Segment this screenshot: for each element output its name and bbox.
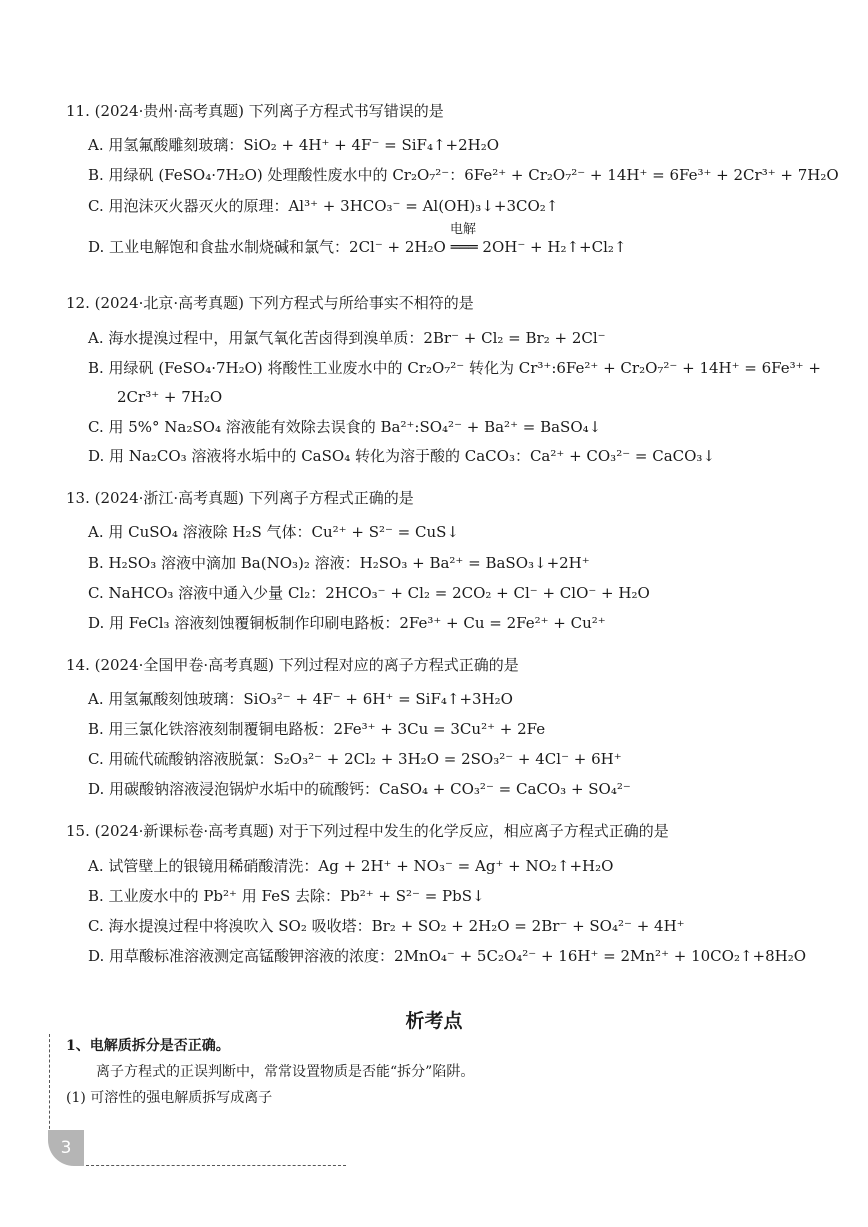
question-12-option-b: B. 用绿矾 (FeSO₄·7H₂O) 将酸性工业废水中的 Cr₂O₇²⁻ 转化为 Cr³⁺:6Fe²⁺ + Cr₂O₇²⁻ + 14H⁺ = 6Fe³⁺ + xyxy=(88,359,821,377)
question-12-stem: 12. (2024·北京·高考真题) 下列方程式与所给事实不相符的是 xyxy=(66,294,474,312)
question-14-stem: 14. (2024·全国甲卷·高考真题) 下列过程对应的离子方程式正确的是 xyxy=(66,656,519,674)
key-point-paragraph: 离子方程式的正误判断中，常常设置物质是否能“拆分”陷阱。 xyxy=(96,1064,475,1080)
key-point-sub-item: (1) 可溶性的强电解质拆写成离子 xyxy=(66,1090,273,1106)
question-11-option-d: D. 工业电解饱和食盐水制烧碱和氯气：2Cl⁻ + 2H₂O ═══ 2OH⁻ + H₂↑+Cl₂↑ xyxy=(88,238,627,256)
page-number: 3 xyxy=(60,1138,72,1158)
question-14-option-c: C. 用硫代硫酸钠溶液脱氯：S₂O₃²⁻ + 2Cl₂ + 3H₂O = 2SO₃²⁻ + 4Cl⁻ + 6H⁺ xyxy=(88,750,622,768)
question-13-option-b: B. H₂SO₃ 溶液中滴加 Ba(NO₃)₂ 溶液：H₂SO₃ + Ba²⁺ = BaSO₃↓+2H⁺ xyxy=(88,554,590,572)
question-14-option-d: D. 用碳酸钠溶液浸泡锅炉水垢中的硫酸钙：CaSO₄ + CO₃²⁻ = CaCO₃ + SO₄²⁻ xyxy=(88,780,631,798)
question-13-option-a: A. 用 CuSO₄ 溶液除 H₂S 气体：Cu²⁺ + S²⁻ = CuS↓ xyxy=(88,523,460,541)
question-12-option-a: A. 海水提溴过程中，用氯气氧化苦卤得到溴单质：2Br⁻ + Cl₂ = Br₂ + 2Cl⁻ xyxy=(88,329,606,347)
question-13-option-c: C. NaHCO₃ 溶液中通入少量 Cl₂：2HCO₃⁻ + Cl₂ = 2CO₂ + Cl⁻ + ClO⁻ + H₂O xyxy=(88,584,650,602)
question-15-option-c: C. 海水提溴过程中将溴吹入 SO₂ 吸收塔：Br₂ + SO₂ + 2H₂O = 2Br⁻ + SO₄²⁻ + 4H⁺ xyxy=(88,917,685,935)
page-number-tab xyxy=(48,1130,84,1166)
question-13-option-d: D. 用 FeCl₃ 溶液刻蚀覆铜板制作印刷电路板：2Fe³⁺ + Cu = 2Fe²⁺ + Cu²⁺ xyxy=(88,614,606,632)
question-12-option-d: D. 用 Na₂CO₃ 溶液将水垢中的 CaSO₄ 转化为溶于酸的 CaCO₃：Ca²⁺ + CO₃²⁻ = CaCO₃↓ xyxy=(88,447,716,465)
question-15-stem: 15. (2024·新课标卷·高考真题) 对于下列过程中发生的化学反应，相应离子方程式正确的是 xyxy=(66,822,669,840)
question-12-option-b-continued: 2Cr³⁺ + 7H₂O xyxy=(117,388,223,406)
question-15-option-a: A. 试管壁上的银镜用稀硝酸清洗：Ag + 2H⁺ + NO₃⁻ = Ag⁺ + NO₂↑+H₂O xyxy=(88,857,614,875)
question-15-option-b: B. 工业废水中的 Pb²⁺ 用 FeS 去除：Pb²⁺ + S²⁻ = PbS↓ xyxy=(88,887,485,905)
question-14-option-a: A. 用氢氟酸刻蚀玻璃：SiO₃²⁻ + 4F⁻ + 6H⁺ = SiF₄↑+3H₂O xyxy=(88,690,513,708)
key-point-heading: 1、电解质拆分是否正确。 xyxy=(66,1038,230,1054)
question-11-option-b: B. 用绿矾 (FeSO₄·7H₂O) 处理酸性废水中的 Cr₂O₇²⁻：6Fe²⁺ + Cr₂O₇²⁻ + 14H⁺ = 6Fe³⁺ + 2Cr³⁺ + 7H₂O xyxy=(88,166,839,184)
question-11-stem: 11. (2024·贵州·高考真题) 下列离子方程式书写错误的是 xyxy=(66,102,444,120)
question-13-stem: 13. (2024·浙江·高考真题) 下列离子方程式正确的是 xyxy=(66,489,414,507)
dashed-footer-rule xyxy=(86,1165,346,1166)
question-11-reaction-condition: 电解 xyxy=(450,222,477,237)
question-11-option-a: A. 用氢氟酸雕刻玻璃：SiO₂ + 4H⁺ + 4F⁻ = SiF₄↑+2H₂O xyxy=(88,136,500,154)
question-15-option-d: D. 用草酸标准溶液测定高锰酸钾溶液的浓度：2MnO₄⁻ + 5C₂O₄²⁻ + 16H⁺ = 2Mn²⁺ + 10CO₂↑+8H₂O xyxy=(88,947,807,965)
section-title: 析考点 xyxy=(405,1010,463,1032)
question-12-option-c: C. 用 5%° Na₂SO₄ 溶液能有效除去误食的 Ba²⁺:SO₄²⁻ + Ba²⁺ = BaSO₄↓ xyxy=(88,418,602,436)
dashed-margin-rule xyxy=(49,1034,50,1134)
question-11-option-c: C. 用泡沫灭火器灭火的原理：Al³⁺ + 3HCO₃⁻ = Al(OH)₃↓+3CO₂↑ xyxy=(88,197,559,215)
question-14-option-b: B. 用三氯化铁溶液刻制覆铜电路板：2Fe³⁺ + 3Cu = 3Cu²⁺ + 2Fe xyxy=(88,720,546,738)
